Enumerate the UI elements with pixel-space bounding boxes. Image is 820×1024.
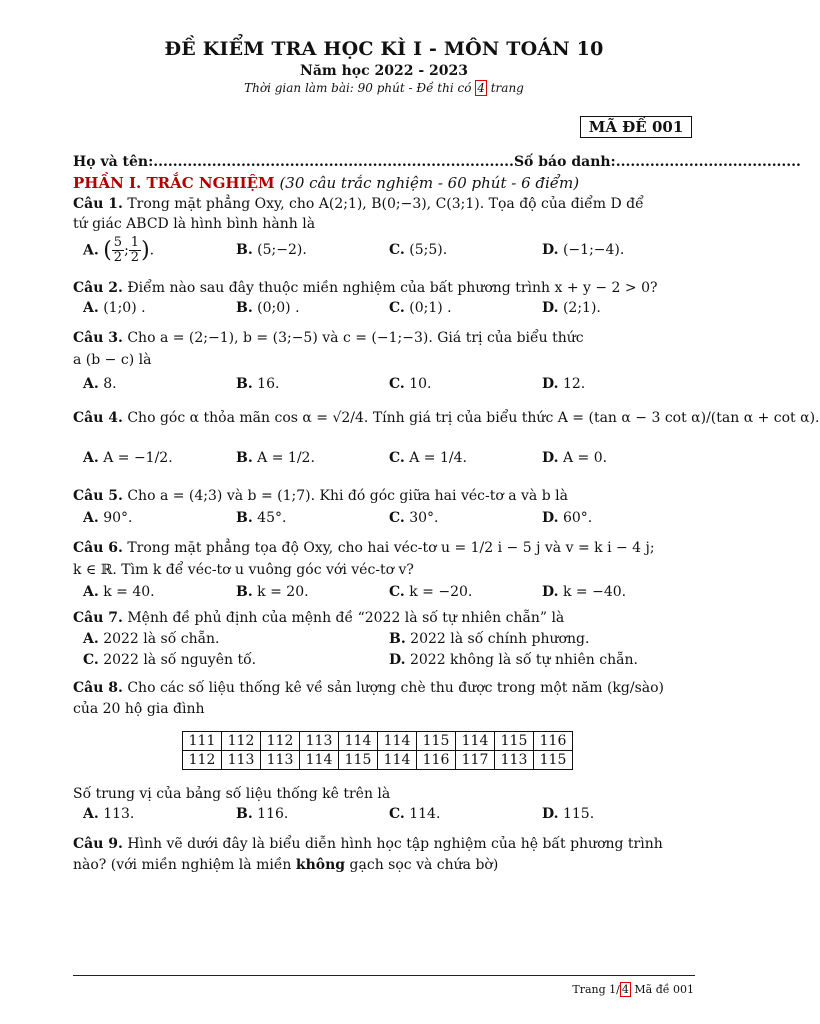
footer-code: Mã đề 001 [634,983,694,996]
option-key: D. [542,376,559,392]
q8-option-d [542,806,594,822]
option-value: A = 0. [562,450,608,466]
table-cell: 113 [261,751,300,770]
q9-label: Câu 9. [73,836,123,852]
option-value: k = 20. [257,584,309,600]
exam-title: ĐỀ KIỂM TRA HỌC KÌ I - MÔN TOÁN 10 [164,38,604,60]
table-cell: 111 [183,732,222,751]
q6-text: Trong mặt phẳng tọa độ Oxy, cho hai véc-tơ u = 1/2 i − 5 j và v = k i − 4 j; [127,540,655,556]
q8-text-2: của 20 hộ gia đình [73,701,205,717]
q5-option-a [83,510,132,526]
q4-option-d [542,450,607,466]
q9-text: Hình vẽ dưới đây là biểu diễn hình học tập nghiệm của hệ bất phương trình [127,836,663,852]
q7-label: Câu 7. [73,610,123,626]
q1-label: Câu 1. [73,196,123,212]
option-key: A. [83,806,99,822]
option-value: k = −20. [409,584,473,600]
option-key: C. [83,652,99,668]
table-cell: 117 [456,751,495,770]
table-cell: 113 [300,732,339,751]
option-value: (5;5). [409,242,448,258]
q8-text: Cho các số liệu thống kê về sản lượng chè thu được trong một năm (kg/sào) [127,680,665,696]
option-value: A = 1/4. [409,450,467,466]
footer-divider [73,975,695,976]
question-4 [73,410,820,426]
table-row [183,751,573,770]
id-dots: ...................................... [615,154,801,170]
table-cell: 116 [534,732,573,751]
option-key: D. [542,806,559,822]
q5-text: Cho a = (4;3) và b = (1;7). Khi đó góc giữa hai véc-tơ a và b là [127,488,568,504]
option-value: 113. [103,806,135,822]
q8-option-a [83,806,134,822]
option-value: 2022 là số nguyên tố. [103,652,257,668]
option-key: A. [83,300,99,316]
section-header [73,174,579,192]
option-key: B. [236,376,253,392]
question-9 [73,836,663,852]
option-key: B. [236,300,253,316]
q8-data-table [182,731,573,770]
student-info-line [73,154,801,170]
q1-text: Trong mặt phẳng Oxy, cho A(2;1), B(0;−3), C(3;1). Tọa độ của điểm D để [127,196,644,212]
option-key: D. [542,300,559,316]
option-key: C. [389,300,405,316]
option-value: 116. [257,806,289,822]
q2-option-b [236,300,300,316]
option-value: (0;0) . [257,300,300,316]
table-cell: 115 [339,751,378,770]
option-value: 114. [409,806,441,822]
time-note-prefix: Thời gian làm bài: 90 phút - Đề thi có [244,81,472,95]
q4-option-a [83,450,173,466]
option-value: 2022 là số chính phương. [410,631,590,647]
q3-option-d [542,376,585,392]
option-key: C. [389,584,405,600]
option-value: A = 1/2. [257,450,315,466]
q9-text-2a: nào? (với miền nghiệm là miền [73,857,292,873]
option-key: A. [83,242,99,259]
q2-option-c [389,300,452,316]
option-key: B. [236,510,253,526]
q2-option-a [83,300,146,316]
table-cell: 114 [300,751,339,770]
section-title: PHẦN I. TRẮC NGHIỆM [73,174,275,192]
option-key: A. [83,584,99,600]
q8-option-c [389,806,440,822]
option-key: B. [236,450,253,466]
option-value: 2022 không là số tự nhiên chẵn. [409,652,638,668]
table-cell: 113 [222,751,261,770]
table-cell: 115 [534,751,573,770]
q8-option-b [236,806,288,822]
id-label: Số báo danh: [513,154,616,170]
footer-prefix: Trang 1/ [572,983,620,996]
table-cell: 114 [378,751,417,770]
section-note: (30 câu trắc nghiệm - 60 phút - 6 điểm) [279,174,580,192]
q4-text: Cho góc α thỏa mãn cos α = √2/4. Tính giá trị của biểu thức A = (tan α − 3 cot α)/(tan α + cot α). [127,410,820,426]
q7-option-c [83,652,256,668]
question-5 [73,488,568,504]
q6-option-c [389,584,472,600]
option-key: B. [236,242,253,258]
question-1 [73,196,644,212]
exam-code-box: MÃ ĐỀ 001 [580,116,692,138]
q6-text-2: k ∈ ℝ. Tìm k để véc-tơ u vuông góc với véc-tơ v? [73,562,414,578]
table-cell: 112 [183,751,222,770]
q8-data-table-wrapper [182,731,573,770]
q1-text-2: tứ giác ABCD là hình bình hành là [73,216,316,232]
option-key: A. [83,450,99,466]
q1-option-c [389,242,447,258]
option-key: D. [542,450,559,466]
table-cell: 112 [222,732,261,751]
question-2 [73,280,657,296]
q6-label: Câu 6. [73,540,123,556]
option-value: k = 40. [103,584,155,600]
option-key: D. [542,584,559,600]
option-key: D. [389,652,406,668]
q4-option-b [236,450,315,466]
option-key: B. [236,584,253,600]
option-value: 30°. [409,510,439,526]
q3-option-c [389,376,432,392]
q3-text-2: a (b − c) là [73,352,152,368]
table-row [183,732,573,751]
q8-text-3: Số trung vị của bảng số liệu thống kê trên là [73,786,391,802]
table-cell: 115 [495,732,534,751]
option-value: 115. [562,806,595,822]
table-cell: 114 [456,732,495,751]
option-value: k = −40. [562,584,627,600]
time-note [0,80,768,96]
q4-option-c [389,450,467,466]
table-cell: 113 [495,751,534,770]
option-key: D. [542,510,559,526]
footer-page-total: 4 [621,983,629,996]
q2-label: Câu 2. [73,280,123,296]
q7-text: Mệnh đề phủ định của mệnh đề “2022 là số tự nhiên chẵn” là [127,610,565,626]
option-value: (1;0) . [103,300,146,316]
table-cell: 114 [339,732,378,751]
name-dots: .......................................................................... [153,154,514,170]
option-key: D. [542,242,559,258]
option-value: 90°. [103,510,133,526]
option-key: C. [389,510,405,526]
table-cell: 112 [261,732,300,751]
q9-text-2b: không [295,857,346,873]
school-year: Năm học 2022 - 2023 [300,63,468,79]
q1-option-b [236,242,307,258]
q3-option-a [83,376,117,392]
option-value: A = −1/2. [103,450,173,466]
page-count-box: 4 [477,81,485,95]
name-label: Họ và tên: [73,154,154,170]
option-value: (−1;−4). [562,242,625,258]
q6-option-b [236,584,309,600]
option-value: 45°. [257,510,287,526]
q3-label: Câu 3. [73,330,123,346]
table-cell: 115 [417,732,456,751]
option-key: A. [83,631,99,647]
q9-text-2 [73,857,498,873]
q8-label: Câu 8. [73,680,123,696]
q2-option-d [542,300,601,316]
q3-text: Cho a = (2;−1), b = (3;−5) và c = (−1;−3). Giá trị của biểu thức [127,330,584,346]
option-key: B. [389,631,406,647]
option-key: A. [83,376,99,392]
table-cell: 116 [417,751,456,770]
question-3 [73,330,584,346]
option-value: (2;1). [562,300,601,316]
q1-option-a: A. ( $\frac{5}{2}$ ; $\frac{1}{2}$ ). [83,235,155,265]
question-6 [73,540,655,556]
q7-option-d [389,652,638,668]
q5-option-d [542,510,592,526]
q4-label: Câu 4. [73,410,123,426]
option-value: (0;1) . [409,300,452,316]
q2-text: Điểm nào sau đây thuộc miền nghiệm của bất phương trình x + y − 2 > 0? [127,280,658,296]
time-note-suffix: trang [490,81,524,95]
option-value: 2022 là số chẵn. [103,631,220,647]
option-value: 12. [562,376,586,392]
q7-option-b [389,631,589,647]
question-8 [73,680,664,696]
q5-option-b [236,510,286,526]
q6-option-a [83,584,155,600]
q9-text-2c: gạch sọc và chứa bờ) [349,857,499,873]
option-key: C. [389,242,405,258]
q3-option-b [236,376,279,392]
option-key: C. [389,450,405,466]
page-footer [572,982,694,997]
option-key: B. [236,806,253,822]
option-key: C. [389,376,405,392]
q5-label: Câu 5. [73,488,123,504]
q7-option-a [83,631,219,647]
table-cell: 114 [378,732,417,751]
option-key: C. [389,806,405,822]
option-value: 8. [103,376,117,392]
option-value: (5;−2). [257,242,307,258]
option-value: 60°. [562,510,593,526]
q5-option-c [389,510,439,526]
question-7 [73,610,564,626]
q6-option-d [542,584,626,600]
q1-option-d [542,242,624,258]
option-value: 16. [257,376,280,392]
option-value: 10. [409,376,432,392]
option-key: A. [83,510,99,526]
